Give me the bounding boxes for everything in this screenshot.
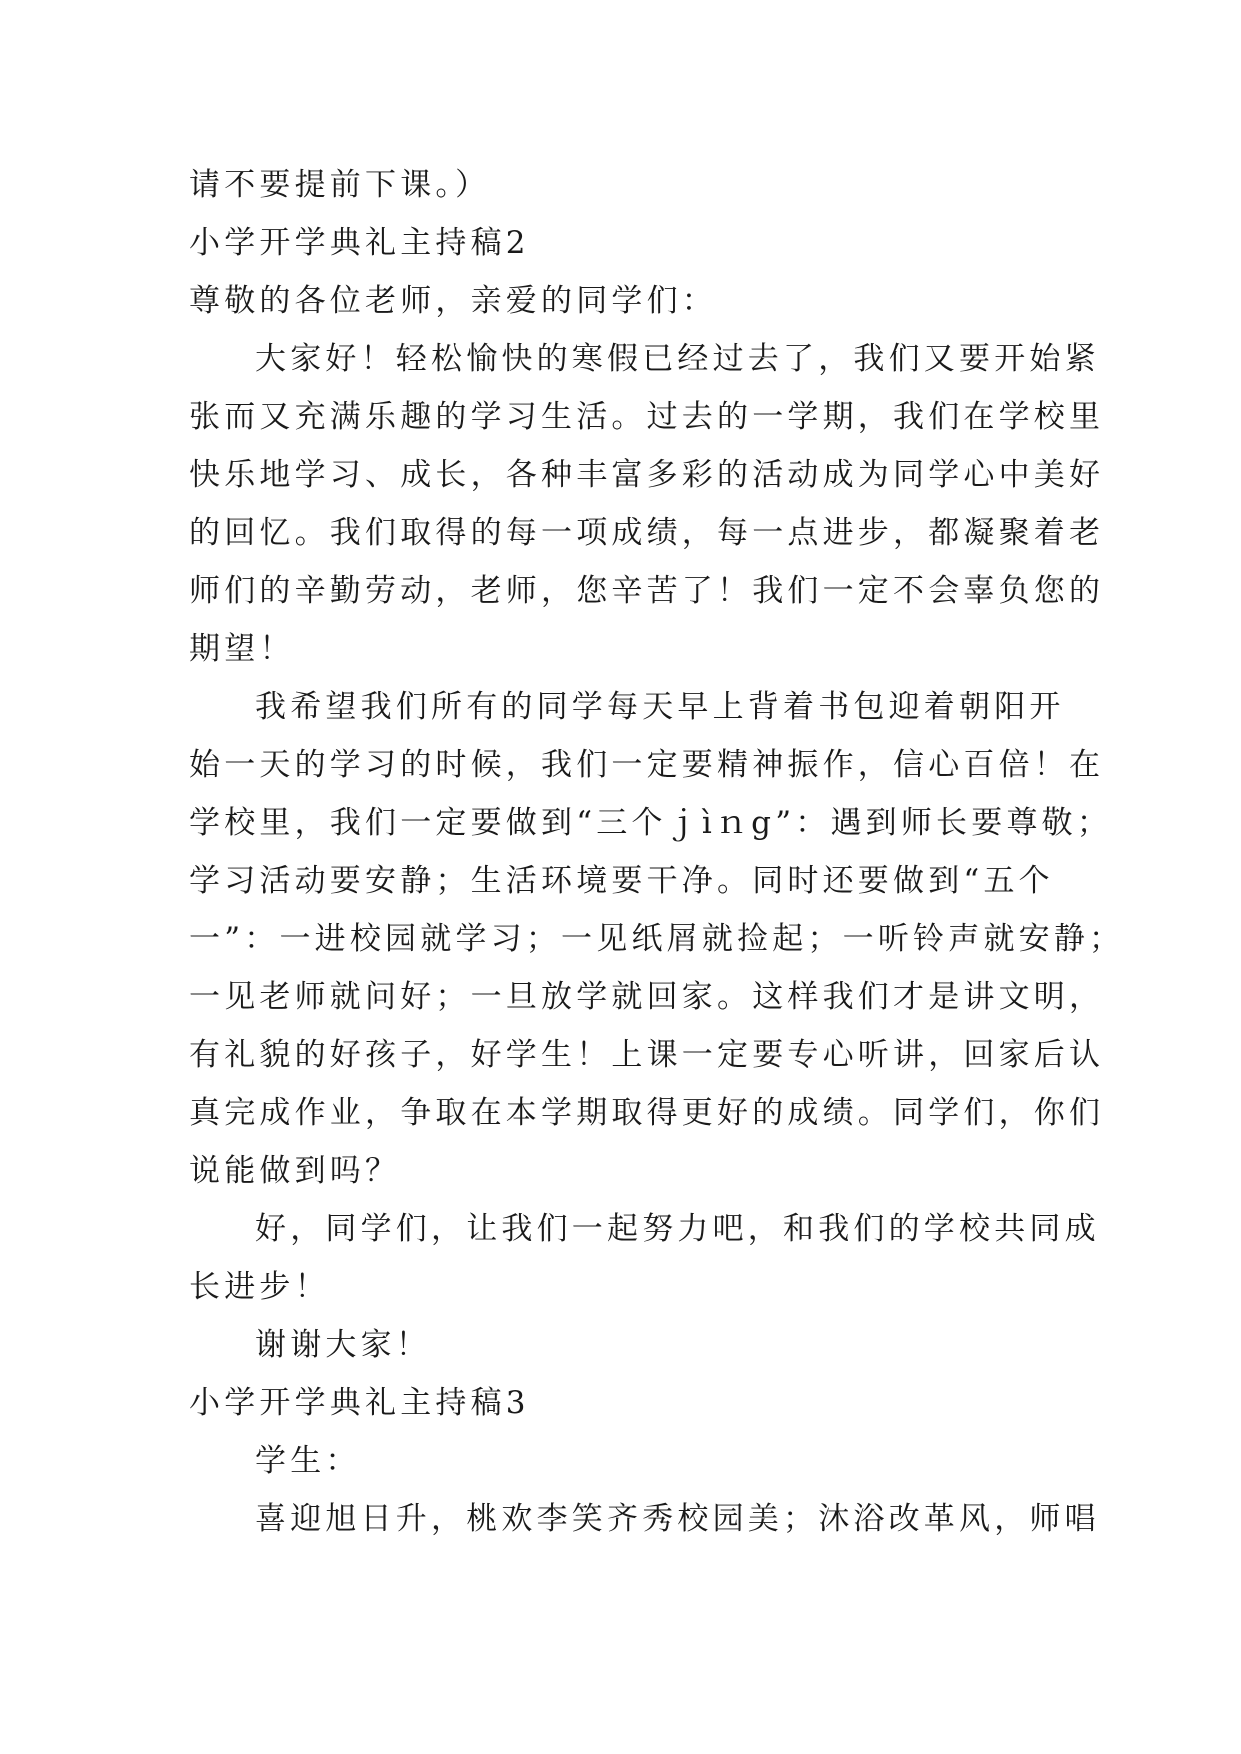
paragraph-line: 快乐地学习、成长，各种丰富多彩的活动成为同学心中美好 (189, 457, 1105, 493)
paragraph-line: 张而又充满乐趣的学习生活。过去的一学期，我们在学校里 (189, 399, 1105, 435)
paragraph-line: 学校里，我们一定要做到“三个ｊìｎg”：遇到师长要尊敬； (189, 805, 1113, 841)
paragraph-line: 我希望我们所有的同学每天早上背着书包迎着朝阳开 (255, 689, 1065, 725)
salutation: 尊敬的各位老师，亲爱的同学们： (189, 283, 717, 319)
paragraph-line: 一见老师就问好；一旦放学就回家。这样我们才是讲文明， (189, 979, 1105, 1015)
section-heading: 小学开学典礼主持稿2 (189, 225, 530, 261)
section-heading: 小学开学典礼主持稿3 (189, 1385, 530, 1421)
text-line: 请不要提前下课。） (189, 167, 491, 203)
document-body (189, 156, 1125, 1548)
paragraph-line: 期望！ (189, 631, 295, 667)
paragraph-line: 真完成作业，争取在本学期取得更好的成绩。同学们，你们 (189, 1095, 1105, 1131)
paragraph-line: 一”：一进校园就学习；一见纸屑就捡起；一听铃声就安静； (189, 921, 1125, 957)
paragraph-line: 谢谢大家！ (255, 1327, 431, 1363)
paragraph-line: 好，同学们，让我们一起努力吧，和我们的学校共同成 (255, 1211, 1100, 1247)
paragraph-line: 学习活动要安静；生活环境要干净。同时还要做到“五个 (189, 863, 1054, 899)
paragraph-line: 长进步！ (189, 1269, 330, 1305)
paragraph-line: 大家好！轻松愉快的寒假已经过去了，我们又要开始紧 (255, 341, 1100, 377)
paragraph-line: 师们的辛勤劳动，老师，您辛苦了！我们一定不会辜负您的 (189, 573, 1105, 609)
paragraph-line: 说能做到吗？ (189, 1153, 401, 1189)
paragraph-line: 的回忆。我们取得的每一项成绩，每一点进步，都凝聚着老 (189, 515, 1105, 551)
paragraph-line: 始一天的学习的时候，我们一定要精神振作，信心百倍！在 (189, 747, 1105, 783)
paragraph-line: 有礼貌的好孩子，好学生！上课一定要专心听讲，回家后认 (189, 1037, 1105, 1073)
speaker-label: 学生： (255, 1443, 361, 1479)
paragraph-line: 喜迎旭日升，桃欢李笑齐秀校园美；沐浴改革风，师唱 (255, 1501, 1100, 1537)
